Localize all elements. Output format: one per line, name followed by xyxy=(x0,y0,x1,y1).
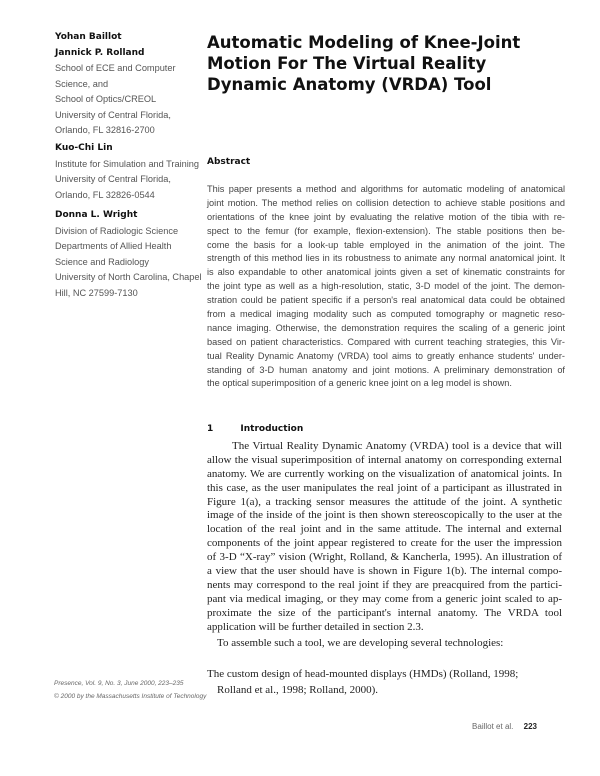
affiliation-line: Division of Radiologic Science xyxy=(55,225,179,236)
text-line: the optical superimposition of a generic knee joint on a leg model is shown. xyxy=(207,378,512,389)
text-line: joint motion. The method relies on collision detection to achieve stable positions and xyxy=(207,197,565,208)
text-line: nents may correspond to the real joint if they are preacquired from the partici- xyxy=(207,578,562,591)
list-item: The custom design of head-mounted displays (HMDs) (Rolland, 1998; xyxy=(207,668,519,680)
abstract-heading: Abstract xyxy=(207,157,251,167)
text-line: anatomy. We are currently working on the visualization of anatomical joints. In xyxy=(207,467,562,480)
author-block-1 xyxy=(55,30,176,139)
text-line: spect to the femur (for example, flexion-extension). The stable positions then be- xyxy=(207,225,565,236)
page-number: 223 xyxy=(523,722,537,731)
text-line: stration could be patient specific if a person's real anatomical data could be obtained xyxy=(207,295,565,306)
text-line: this case, as the user manipulates the real joint of a participant as illustrated in xyxy=(207,481,562,494)
copyright-footnote xyxy=(54,677,206,703)
text-line: nance imaging. Otherwise, the demonstration requires the scaling of a generic joint xyxy=(207,322,565,333)
text-line: is also expandable to other anatomical joints given a set of kinematic constraints for xyxy=(207,267,565,278)
author-block-3 xyxy=(55,208,202,301)
text-line: The Virtual Reality Dynamic Anatomy (VRDA) tool is a device that will xyxy=(232,440,562,452)
text-line: come the basis for a look-up table employed in the animation of the joint. The xyxy=(207,239,565,250)
running-footer xyxy=(472,722,537,731)
affiliation-line: Hill, NC 27599-7130 xyxy=(55,287,138,298)
affiliation-line: Institute for Simulation and Training xyxy=(55,158,200,169)
text-line: application will be further detailed in section 2.3. xyxy=(207,620,424,633)
text-line: of 3-D “X-ray” vision (Wright, Rolland, & Kancherla, 1995). An illustration of xyxy=(207,551,562,564)
affiliation-line: Orlando, FL 32826-0544 xyxy=(55,189,155,200)
text-line: allow the visual superimposition of internal anatomy on corresponding external xyxy=(207,453,562,466)
journal-citation: Presence, Vol. 9, No. 3, June 2000, 223–235 xyxy=(54,680,184,687)
text-line: components of the joint appear registered to create for the user the impression xyxy=(207,537,562,550)
text-line: pant via medical imaging, or they may come from a generic joint scaled to ap- xyxy=(207,592,562,605)
text-line: standing of 3-D human anatomy and joint motions. A preliminary demonstration of xyxy=(207,364,565,375)
author-name: Yohan Baillot xyxy=(55,32,122,42)
paragraph: To assemble such a tool, we are developing several technologies: xyxy=(217,637,504,649)
section-number: 1 xyxy=(207,424,214,434)
text-line: This paper presents a method and algorithms for automatic modeling of anatomical xyxy=(207,184,565,194)
abstract-body xyxy=(207,183,565,391)
text-line: tual Reality Dynamic Anatomy (VRDA) tool aims to greatly enhance students' under- xyxy=(207,350,565,361)
text-line: the joint type as well as a high-resolution, static, 3-D model of the joint. The demon- xyxy=(207,281,565,292)
author-name: Jannick P. Rolland xyxy=(55,47,145,58)
copyright-line: © 2000 by the Massachusetts Institute of Technology xyxy=(54,693,207,700)
text-line: image of the inside of the joint is then shown stereoscopically to the user at the xyxy=(207,509,562,522)
affiliation-line: Departments of Allied Health xyxy=(55,241,172,251)
author-name: Kuo-Chi Lin xyxy=(55,143,113,153)
author-block-2 xyxy=(55,141,199,203)
text-line: a view that the user should have is shown in Figure 1(b). The internal compo- xyxy=(207,565,562,578)
affiliation-line: School of Optics/CREOL xyxy=(55,94,157,104)
text-line: Figure 1(a), a tracking sensor measures the attitude of the joint. A synthetic xyxy=(207,495,562,508)
text-line: based on patient characteristics. Compared with current teaching strategies, this Vir- xyxy=(207,336,565,347)
affiliation-line: Orlando, FL 32816-2700 xyxy=(55,125,155,135)
section-title: Introduction xyxy=(240,424,304,434)
text-line: location of the real joint and in the same attitude. The internal and external xyxy=(207,523,562,536)
affiliation-line: Science, and xyxy=(55,78,109,89)
affiliation-line: University of Central Florida, xyxy=(55,109,171,120)
affiliation-line: School of ECE and Computer xyxy=(55,63,176,73)
text-line: strength of this method lies in its robustness to animate any normal anatomical joint. It xyxy=(207,253,565,264)
list-item: Rolland et al., 1998; Rolland, 2000). xyxy=(217,684,379,696)
section-heading xyxy=(207,424,303,434)
text-line: proximate the size of the participant's internal anatomy. The VRDA tool xyxy=(207,606,562,619)
text-line: orientations of the knee joint by evaluating the relative motion of the tibia with re- xyxy=(207,211,565,222)
text-line: from a medical imaging modality such as computed tomography or magnetic reso- xyxy=(207,309,565,320)
affiliation-line: University of North Carolina, Chapel xyxy=(55,272,202,282)
affiliation-line: Science and Radiology xyxy=(55,256,149,267)
footer-authors: Baillot et al. xyxy=(472,722,514,731)
author-name: Donna L. Wright xyxy=(55,210,138,220)
paper-title: Automatic Modeling of Knee-Joint Motion For The Virtual Reality Dynamic Anatomy (VRDA) Tool xyxy=(207,33,521,94)
introduction-body xyxy=(207,440,562,634)
affiliation-line: University of Central Florida, xyxy=(55,174,171,184)
